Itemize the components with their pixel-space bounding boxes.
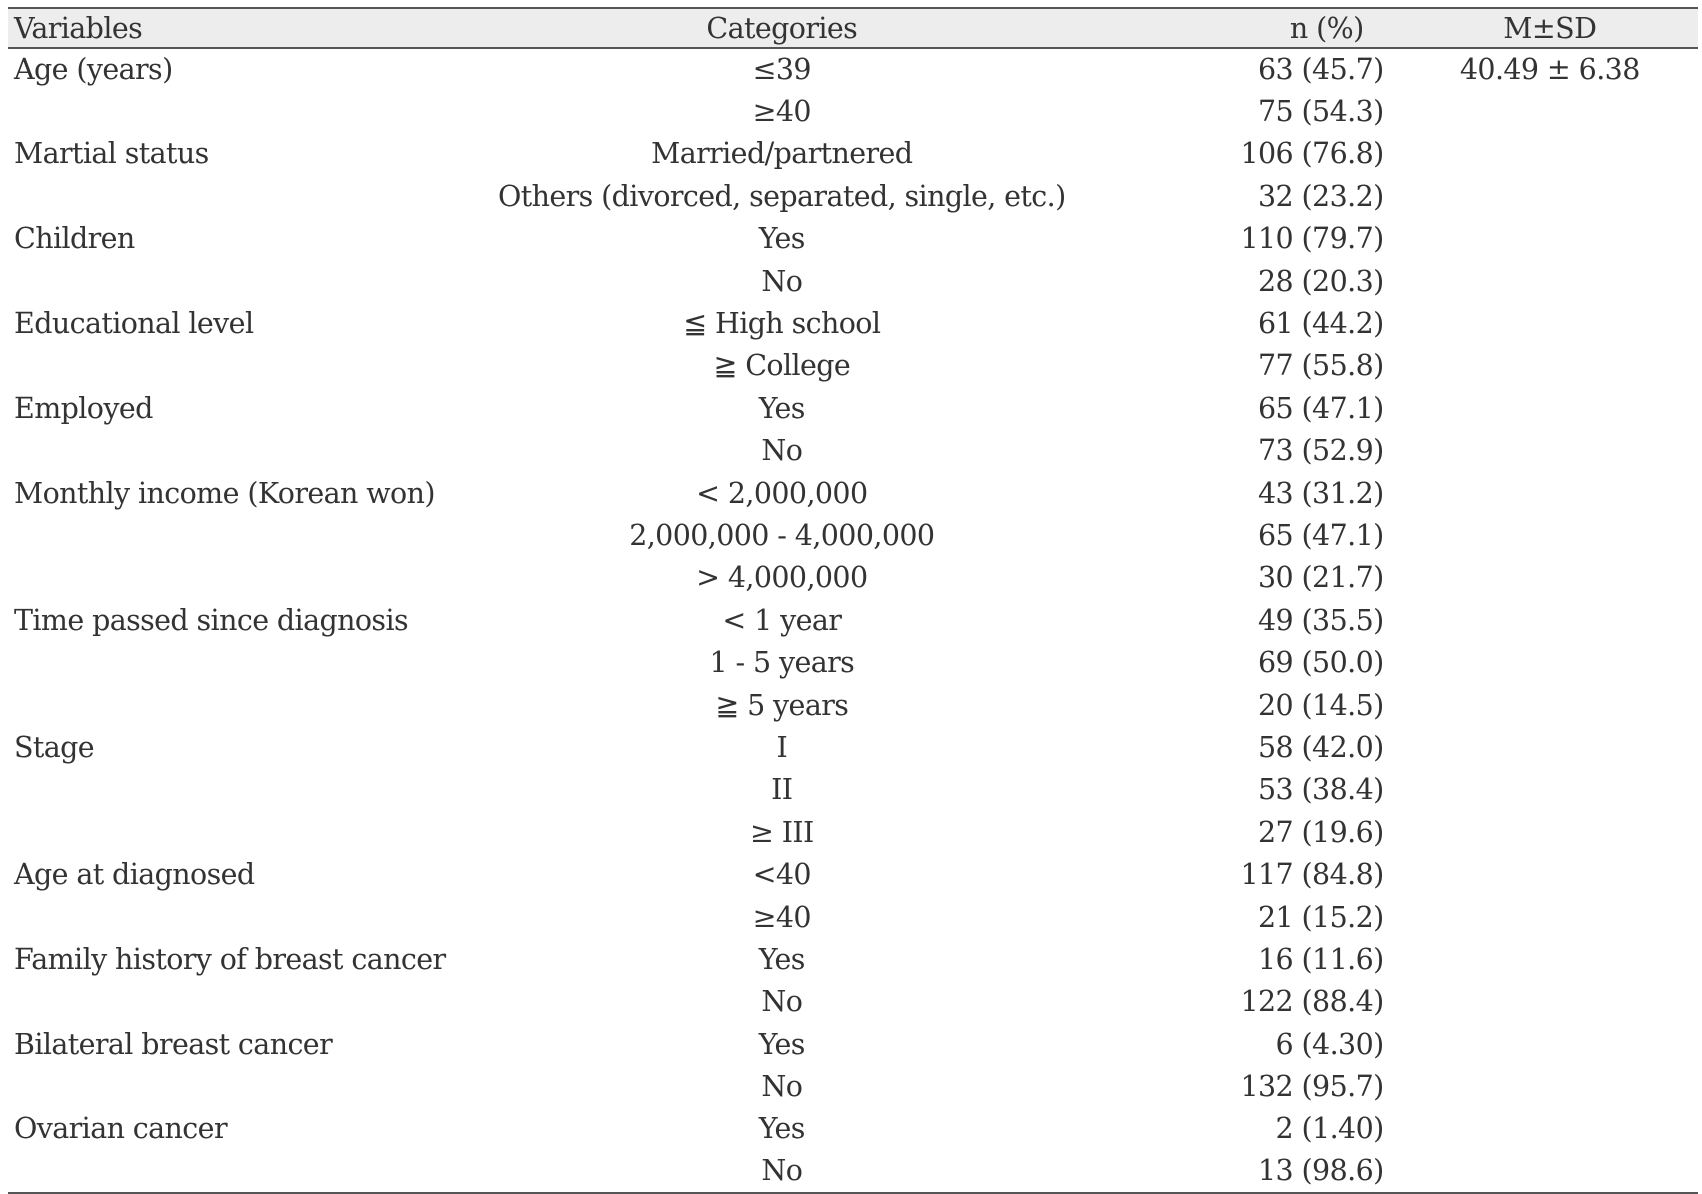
category-cell: II (771, 773, 793, 807)
n-percent-cell: 30 (21.7) (1258, 561, 1384, 595)
n-percent-cell: 13 (98.6) (1066, 1150, 1396, 1192)
mean-sd-cell (1396, 218, 1698, 260)
variable-cell (8, 90, 498, 132)
category-cell: ≤39 (752, 53, 811, 87)
table-row (8, 641, 1698, 683)
n-percent-cell: 122 (88.4) (1240, 985, 1384, 1019)
mean-sd-cell (1396, 133, 1698, 175)
mean-sd-cell (1396, 302, 1698, 344)
table-row (8, 514, 1698, 556)
mean-sd-cell (1396, 514, 1698, 556)
mean-sd-cell (1396, 1108, 1698, 1150)
n-percent-cell: 65 (47.1) (1258, 518, 1384, 552)
variable-cell (8, 684, 498, 726)
category-cell: Yes (758, 391, 805, 425)
mean-sd-cell (1396, 260, 1698, 302)
table-row (8, 218, 1698, 260)
category-cell: Yes (758, 1112, 805, 1146)
n-percent-cell: 43 (31.2) (1258, 476, 1384, 510)
variable-cell (8, 175, 498, 217)
variable-cell: Age at diagnosed (14, 858, 255, 892)
n-percent-cell: 117 (84.8) (1240, 858, 1384, 892)
category-cell: < 1 year (722, 603, 842, 637)
variable-cell: Ovarian cancer (14, 1112, 227, 1146)
category-cell: I (776, 730, 788, 764)
category-cell: No (761, 985, 803, 1019)
variable-cell: Family history of breast cancer (14, 942, 446, 976)
n-percent-cell: 61 (44.2) (1258, 307, 1384, 341)
mean-sd-cell (1396, 811, 1698, 853)
table-row (8, 175, 1698, 217)
mean-sd-cell (1396, 599, 1698, 641)
variable-cell: Stage (14, 730, 95, 764)
variable-cell (8, 345, 498, 387)
table-row (8, 853, 1698, 895)
variable-cell: Martial status (14, 137, 209, 171)
n-percent-cell: 106 (76.8) (1240, 137, 1384, 171)
table-row (8, 133, 1698, 175)
characteristics-table-container (8, 7, 1698, 1194)
variable-cell (8, 981, 498, 1023)
table-row (8, 48, 1698, 90)
mean-sd-cell (1396, 853, 1698, 895)
category-cell: Yes (758, 942, 805, 976)
n-percent-cell: 16 (11.6) (1258, 942, 1384, 976)
mean-sd-cell (1396, 387, 1698, 429)
mean-sd-cell (1396, 472, 1698, 514)
table-row (8, 684, 1698, 726)
category-cell: ≧ College (713, 349, 851, 383)
category-cell: Yes (758, 1027, 805, 1061)
variable-cell: Employed (14, 391, 153, 425)
n-percent-cell: 6 (4.30) (1275, 1027, 1384, 1061)
mean-sd-cell (1396, 684, 1698, 726)
category-cell: <40 (752, 858, 811, 892)
variable-cell (8, 769, 498, 811)
category-cell: No (761, 264, 803, 298)
table-row (8, 345, 1698, 387)
mean-sd-cell (1396, 175, 1698, 217)
n-percent-cell: 27 (19.6) (1258, 815, 1384, 849)
header-mean-sd: M±SD (1396, 8, 1698, 48)
n-percent-cell: 53 (38.4) (1258, 773, 1384, 807)
category-cell: 1 - 5 years (709, 646, 855, 680)
category-cell: < 2,000,000 (696, 476, 868, 510)
mean-sd-cell (1396, 1023, 1698, 1065)
category-cell: Yes (758, 222, 805, 256)
mean-sd-cell (1396, 896, 1698, 938)
variable-cell (8, 641, 498, 683)
mean-sd-cell (1396, 726, 1698, 768)
table-row (8, 1150, 1698, 1192)
variable-cell: Bilateral breast cancer (14, 1027, 333, 1061)
n-percent-cell: 77 (55.8) (1258, 349, 1384, 383)
n-percent-cell: 63 (45.7) (1258, 53, 1384, 87)
header-categories: Categories (498, 8, 1066, 48)
category-cell: No (761, 434, 803, 468)
variable-cell (8, 896, 498, 938)
mean-sd-cell: 40.49 ± 6.38 (1459, 53, 1640, 87)
n-percent-cell: 32 (23.2) (1258, 179, 1384, 213)
n-percent-cell: 2 (1.40) (1275, 1112, 1384, 1146)
n-percent-cell: 28 (20.3) (1258, 264, 1384, 298)
characteristics-table (8, 7, 1698, 1194)
table-row (8, 769, 1698, 811)
table-row (8, 557, 1698, 599)
table-header (8, 8, 1698, 48)
category-cell: Married/partnered (651, 137, 913, 171)
n-percent-cell: 20 (14.5) (1258, 688, 1384, 722)
table-row (8, 811, 1698, 853)
n-percent-cell: 65 (47.1) (1258, 391, 1384, 425)
category-cell: ≥ III (749, 815, 814, 849)
table-row (8, 302, 1698, 344)
header-variables: Variables (8, 8, 498, 48)
table-row (8, 90, 1698, 132)
category-cell: ≥40 (752, 900, 811, 934)
n-percent-cell: 58 (42.0) (1258, 730, 1384, 764)
mean-sd-cell (1396, 1150, 1698, 1192)
variable-cell (8, 1150, 498, 1192)
category-cell: No (761, 1070, 803, 1104)
n-percent-cell: 73 (52.9) (1258, 434, 1384, 468)
table-row (8, 260, 1698, 302)
table-row (8, 938, 1698, 980)
category-cell: 2,000,000 - 4,000,000 (629, 518, 935, 552)
category-cell: No (498, 1150, 1066, 1192)
table-row (8, 981, 1698, 1023)
mean-sd-cell (1396, 769, 1698, 811)
mean-sd-cell (1396, 641, 1698, 683)
mean-sd-cell (1396, 430, 1698, 472)
n-percent-cell: 69 (50.0) (1258, 646, 1384, 680)
variable-cell (8, 514, 498, 556)
mean-sd-cell (1396, 938, 1698, 980)
table-row (8, 430, 1698, 472)
variable-cell (8, 557, 498, 599)
category-cell: ≧ 5 years (715, 688, 849, 722)
table-row (8, 726, 1698, 768)
table-row (8, 387, 1698, 429)
variable-cell: Age (years) (14, 53, 173, 87)
header-n-percent: n (%) (1066, 8, 1396, 48)
table-row (8, 1065, 1698, 1107)
n-percent-cell: 21 (15.2) (1258, 900, 1384, 934)
mean-sd-cell (1396, 1065, 1698, 1107)
mean-sd-cell (1396, 345, 1698, 387)
table-row (8, 599, 1698, 641)
variable-cell: Time passed since diagnosis (14, 603, 408, 637)
mean-sd-cell (1396, 981, 1698, 1023)
header-row (8, 8, 1698, 48)
category-cell: ≦ High school (683, 307, 881, 341)
mean-sd-cell (1396, 557, 1698, 599)
table-row (8, 1023, 1698, 1065)
variable-cell: Educational level (14, 307, 254, 341)
variable-cell (8, 1065, 498, 1107)
table-row (8, 472, 1698, 514)
category-cell: > 4,000,000 (696, 561, 868, 595)
category-cell: ≥40 (752, 95, 811, 129)
table-row (8, 896, 1698, 938)
table-body (8, 48, 1698, 1193)
variable-cell: Children (14, 222, 135, 256)
n-percent-cell: 49 (35.5) (1258, 603, 1384, 637)
n-percent-cell: 75 (54.3) (1258, 95, 1384, 129)
variable-cell (8, 811, 498, 853)
n-percent-cell: 110 (79.7) (1240, 222, 1384, 256)
category-cell: Others (divorced, separated, single, etc.) (498, 179, 1066, 213)
variable-cell (8, 260, 498, 302)
variable-cell (8, 430, 498, 472)
table-row (8, 1108, 1698, 1150)
n-percent-cell: 132 (95.7) (1240, 1070, 1384, 1104)
variable-cell: Monthly income (Korean won) (14, 476, 435, 510)
mean-sd-cell (1396, 90, 1698, 132)
